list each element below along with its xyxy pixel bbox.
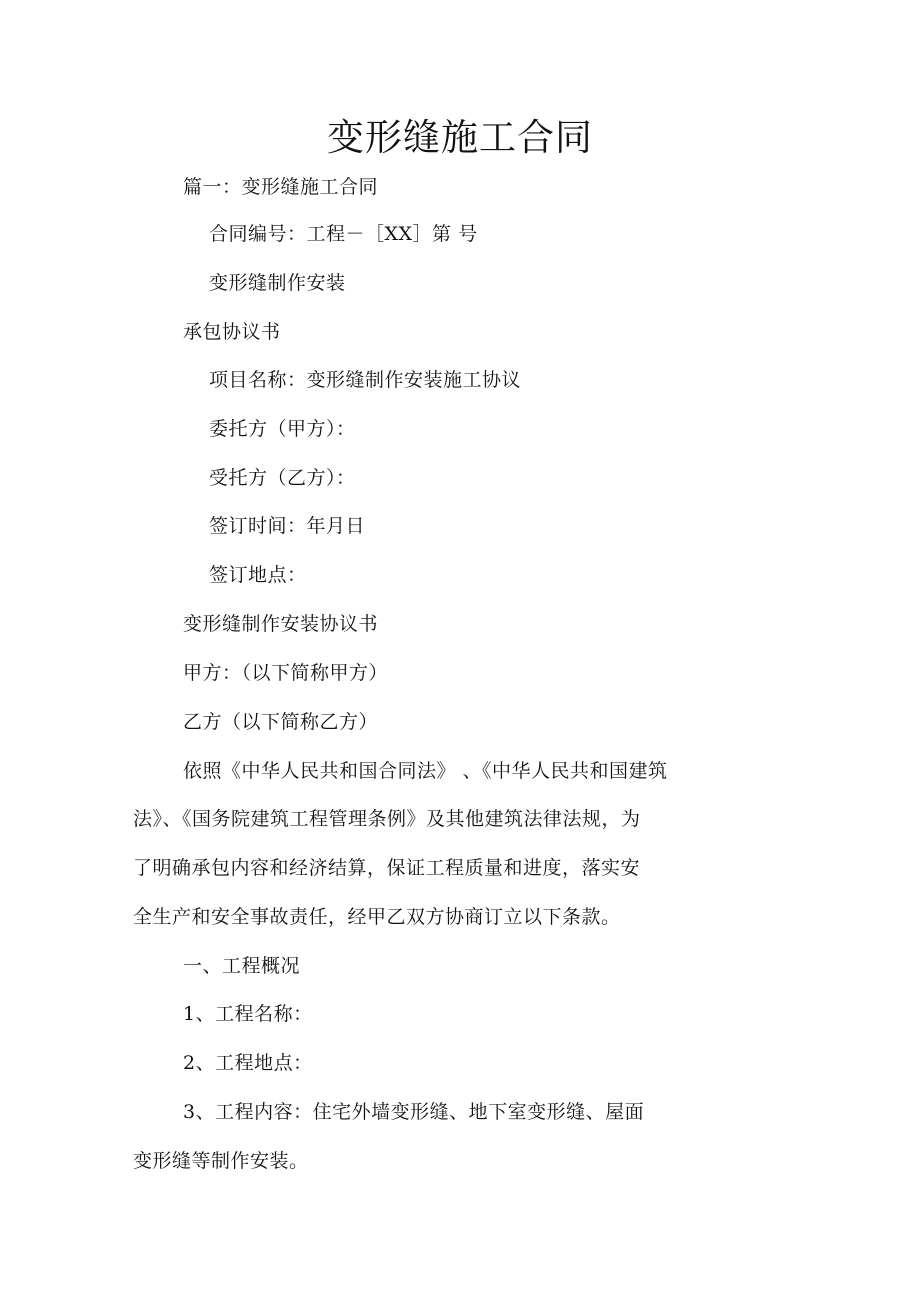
agreement-heading: 变形缝制作安装协议书 bbox=[183, 613, 379, 635]
section-heading: 一、工程概况 bbox=[183, 955, 301, 977]
paragraph-line: 了明确承包内容和经济结算，保证工程质量和进度，落实安 bbox=[133, 857, 641, 879]
paragraph-line: 法》、《国务院建筑工程管理条例》及其他建筑法律法规，为 bbox=[133, 808, 641, 830]
party-b-field: 受托方（乙方）： bbox=[209, 467, 356, 489]
party-b-line: 乙方（以下简称乙方） bbox=[183, 711, 379, 733]
subtitle-line: 承包协议书 bbox=[183, 321, 281, 343]
list-item: 3、工程内容：住宅外墙变形缝、地下室变形缝、屋面 bbox=[183, 1101, 645, 1123]
paragraph-line: 全生产和安全事故责任，经甲乙双方协商订立以下条款。 bbox=[133, 906, 621, 928]
section-heading: 篇一：变形缝施工合同 bbox=[183, 176, 379, 198]
subtitle-line: 变形缝制作安装 bbox=[209, 272, 346, 294]
signing-date-field: 签订时间：年月日 bbox=[209, 515, 366, 537]
party-a-field: 委托方（甲方）： bbox=[209, 418, 356, 440]
document-title: 变形缝施工合同 bbox=[327, 116, 593, 159]
paragraph-line: 依照《中华人民共和国合同法》 、《中华人民共和国建筑 bbox=[183, 760, 668, 782]
list-item: 2、工程地点： bbox=[183, 1052, 313, 1074]
project-name-field: 项目名称：变形缝制作安装施工协议 bbox=[209, 369, 522, 391]
list-item-continuation: 变形缝等制作安装。 bbox=[133, 1150, 309, 1172]
signing-place-field: 签订地点： bbox=[209, 564, 307, 586]
list-item: 1、工程名称： bbox=[183, 1003, 313, 1025]
party-a-line: 甲方：（以下简称甲方） bbox=[183, 662, 389, 684]
contract-number: 合同编号：工程－［XX］第 号 bbox=[209, 223, 478, 245]
